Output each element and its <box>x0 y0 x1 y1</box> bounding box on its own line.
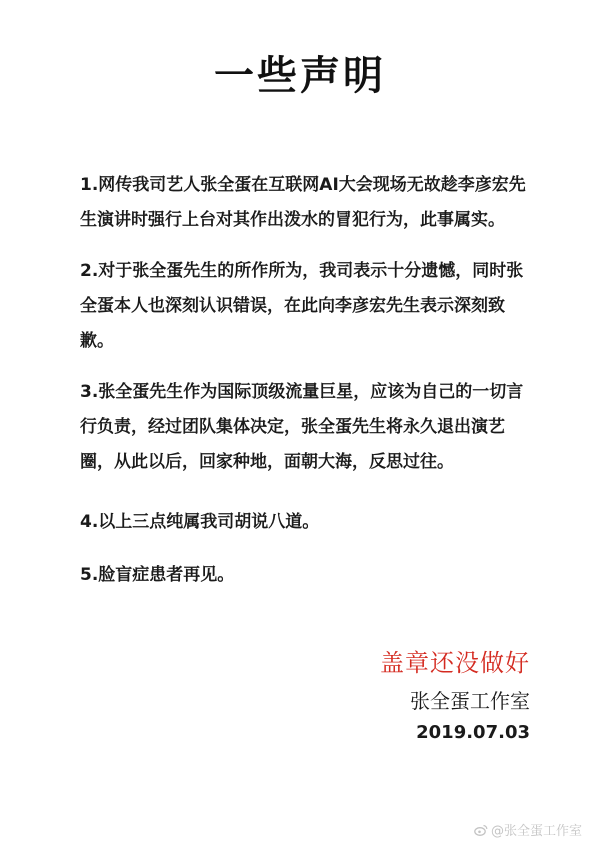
paragraph-4: 4.以上三点纯属我司胡说八道。 <box>80 512 320 532</box>
watermark-text: @张全蛋工作室 <box>490 824 582 839</box>
page-title: 一些声明 <box>214 53 386 99</box>
weibo-watermark <box>474 820 582 839</box>
paragraph-1: 1.网传我司艺人张全蛋在互联网AI大会现场无故趁李彦宏先生演讲时强行上台对其作出泼水的冒犯行为，此事属实。 <box>80 175 526 230</box>
seal-note: 盖章还没做好 <box>380 649 530 677</box>
weibo-icon <box>474 823 488 837</box>
studio-signature: 张全蛋工作室 <box>410 689 530 713</box>
paragraph-2: 2.对于张全蛋先生的所作所为，我司表示十分遗憾，同时张全蛋本人也深刻认识错误，在此向李彦宏先生表示深刻致歉。 <box>80 261 524 351</box>
paragraph-3: 3.张全蛋先生作为国际顶级流量巨星，应该为自己的一切言行负责，经过团队集体决定，张全蛋先生将永久退出演艺圈，从此以后，回家种地，面朝大海，反思过往。 <box>80 382 524 472</box>
statement-date: 2019.07.03 <box>416 722 530 743</box>
paragraph-5: 5.脸盲症患者再见。 <box>80 565 235 585</box>
